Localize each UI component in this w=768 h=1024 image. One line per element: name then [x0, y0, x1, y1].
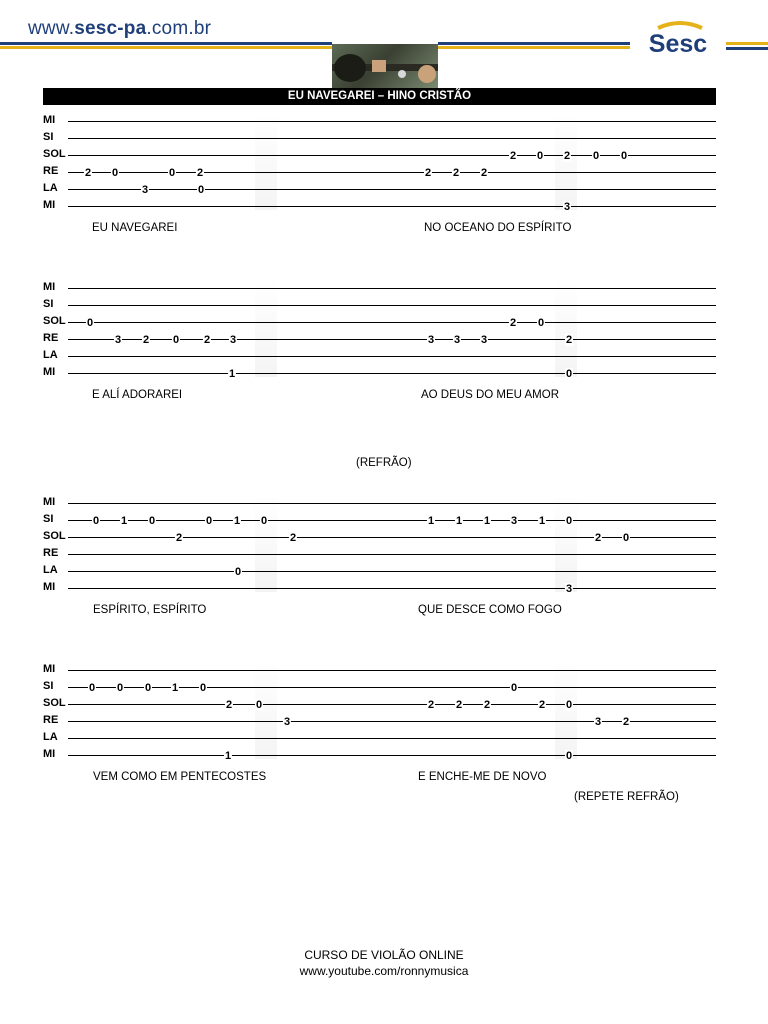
fret-number: 2 — [563, 150, 571, 162]
string-name: MI — [43, 366, 56, 378]
string-name: LA — [43, 564, 58, 576]
fret-number: 3 — [480, 334, 488, 346]
fret-number: 2 — [427, 699, 435, 711]
fret-number: 3 — [563, 201, 571, 213]
fret-number: 2 — [196, 167, 204, 179]
lyric-line: NO OCEANO DO ESPÍRITO — [424, 222, 572, 234]
lyric-line: E ENCHE-ME DE NOVO — [418, 771, 547, 783]
lyric-line: ESPÍRITO, ESPÍRITO — [93, 604, 207, 616]
fret-number: 0 — [255, 699, 263, 711]
fret-number: 2 — [175, 532, 183, 544]
fret-number: 2 — [289, 532, 297, 544]
course-name: CURSO DE VIOLÃO ONLINE — [304, 948, 464, 962]
fret-number: 0 — [622, 532, 630, 544]
fret-number: 2 — [203, 334, 211, 346]
string-name: RE — [43, 547, 59, 559]
string-name: LA — [43, 182, 58, 194]
string-line — [68, 687, 716, 688]
fret-number: 1 — [427, 515, 435, 527]
fret-number: 2 — [538, 699, 546, 711]
svg-text:Sesc: Sesc — [648, 30, 708, 58]
fret-number: 0 — [168, 167, 176, 179]
youtube-link[interactable]: www.youtube.com/ronnymusica — [299, 964, 469, 978]
string-line — [68, 738, 716, 739]
string-name: MI — [43, 748, 56, 760]
fret-number: 2 — [509, 150, 517, 162]
fret-number: 2 — [84, 167, 92, 179]
fret-number: 1 — [228, 368, 236, 380]
fret-number: 3 — [141, 184, 149, 196]
fret-number: 1 — [538, 515, 546, 527]
fret-number: 1 — [120, 515, 128, 527]
string-line — [68, 755, 716, 756]
fret-number: 0 — [537, 317, 545, 329]
repeat-refrain-label: (REPETE REFRÃO) — [574, 791, 679, 803]
fret-number: 3 — [229, 334, 237, 346]
lyric-line: VEM COMO EM PENTECOSTES — [93, 771, 267, 783]
string-name: SOL — [43, 315, 66, 327]
string-line — [68, 704, 716, 705]
fret-number: 0 — [565, 699, 573, 711]
string-name: LA — [43, 731, 58, 743]
fret-number: 0 — [565, 515, 573, 527]
string-name: SI — [43, 680, 54, 692]
fret-number: 0 — [260, 515, 268, 527]
fret-number: 0 — [234, 566, 242, 578]
string-name: MI — [43, 581, 56, 593]
lyric-line: AO DEUS DO MEU AMOR — [421, 389, 560, 401]
string-name: SI — [43, 298, 54, 310]
fret-number: 1 — [171, 682, 179, 694]
fret-number: 2 — [480, 167, 488, 179]
fret-number: 0 — [205, 515, 213, 527]
fret-number: 2 — [424, 167, 432, 179]
fret-number: 0 — [199, 682, 207, 694]
fret-number: 3 — [510, 515, 518, 527]
fret-number: 3 — [453, 334, 461, 346]
fret-number: 0 — [565, 750, 573, 762]
string-name: MI — [43, 496, 56, 508]
site-url[interactable]: www.sesc-pa.com.br — [28, 18, 212, 39]
string-name: SOL — [43, 148, 66, 160]
string-name: MI — [43, 281, 56, 293]
fret-number: 2 — [452, 167, 460, 179]
string-name: MI — [43, 199, 56, 211]
fret-number: 2 — [142, 334, 150, 346]
fret-number: 0 — [88, 682, 96, 694]
fret-number: 2 — [594, 532, 602, 544]
fret-number: 3 — [427, 334, 435, 346]
string-name: RE — [43, 332, 59, 344]
fret-number: 2 — [483, 699, 491, 711]
string-name: MI — [43, 663, 56, 675]
string-name: SOL — [43, 697, 66, 709]
fret-number: 3 — [114, 334, 122, 346]
fret-number: 0 — [536, 150, 544, 162]
string-line — [68, 670, 716, 671]
refrain-label: (REFRÃO) — [356, 457, 412, 469]
string-name: SI — [43, 131, 54, 143]
fret-number: 0 — [592, 150, 600, 162]
string-name: SOL — [43, 530, 66, 542]
fret-number: 0 — [620, 150, 628, 162]
string-name: LA — [43, 349, 58, 361]
fret-number: 1 — [455, 515, 463, 527]
fret-number: 0 — [197, 184, 205, 196]
string-name: RE — [43, 165, 59, 177]
lyric-line: EU NAVEGAREI — [92, 222, 178, 234]
fret-number: 2 — [622, 716, 630, 728]
fret-number: 0 — [111, 167, 119, 179]
fret-number: 3 — [594, 716, 602, 728]
song-title: EU NAVEGAREI – HINO CRISTÃO — [43, 88, 716, 105]
fret-number: 2 — [225, 699, 233, 711]
fret-number: 2 — [565, 334, 573, 346]
string-line — [68, 721, 716, 722]
fret-number: 3 — [283, 716, 291, 728]
fret-number: 0 — [565, 368, 573, 380]
fret-number: 0 — [92, 515, 100, 527]
fret-number: 2 — [509, 317, 517, 329]
lyric-line: QUE DESCE COMO FOGO — [418, 604, 562, 616]
fret-number: 0 — [116, 682, 124, 694]
fret-number: 1 — [483, 515, 491, 527]
fret-number: 0 — [172, 334, 180, 346]
lyric-line: E ALÍ ADORAREI — [92, 389, 183, 401]
fret-number: 1 — [224, 750, 232, 762]
fret-number: 0 — [510, 682, 518, 694]
string-name: MI — [43, 114, 56, 126]
string-name: RE — [43, 714, 59, 726]
fret-number: 0 — [148, 515, 156, 527]
fret-number: 0 — [86, 317, 94, 329]
fret-number: 0 — [144, 682, 152, 694]
fret-number: 1 — [233, 515, 241, 527]
string-name: SI — [43, 513, 54, 525]
fret-number: 2 — [455, 699, 463, 711]
fret-number: 3 — [565, 583, 573, 595]
